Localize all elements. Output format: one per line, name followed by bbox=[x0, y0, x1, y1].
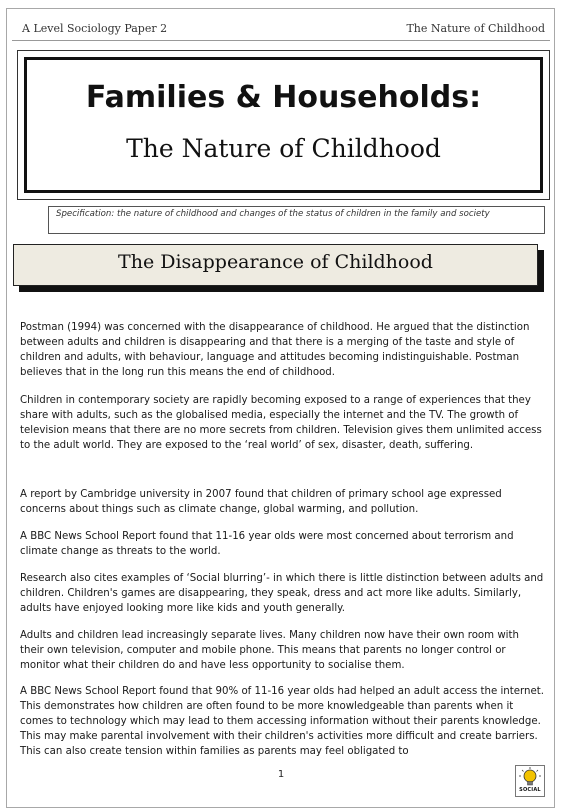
header-course-title: A Level Sociology Paper 2 bbox=[22, 22, 168, 35]
specification-box bbox=[48, 206, 545, 234]
specification-label: Specification: bbox=[56, 209, 115, 219]
header-topic-title: The Nature of Childhood bbox=[406, 22, 545, 35]
paragraph-contemporary-exposure: Children in contemporary society are rapidly becoming exposed to a range of experiences that they share with adults, such as the globalised media, especially the internet and the TV. The growth of television means that there are no more secrets from children. Television gives them unlimited access to the adult world. They are exposed to the ‘real world’ of sex, disaster, death, suffering. bbox=[20, 395, 542, 451]
title-inner-frame bbox=[24, 57, 543, 193]
header-divider bbox=[12, 40, 550, 41]
page-number: 1 bbox=[277, 769, 285, 780]
title-box bbox=[17, 50, 550, 200]
logo-text: SOCIAL bbox=[519, 787, 541, 793]
paragraph-cambridge-report: A report by Cambridge university in 2007 found that children of primary school age expressed concerns about things such as climate change, global warming, and pollution. bbox=[20, 489, 502, 515]
page-subtitle: The Nature of Childhood bbox=[126, 134, 441, 163]
social-logo bbox=[515, 765, 545, 797]
paragraph-social-blurring: Research also cites examples of ‘Social blurring’- in which there is little distinction between adults and children. Children's games are disappearing, they speak, dress and act more like adults. Similarly, adults have enjoyed looking more like kids and youth generally. bbox=[20, 573, 544, 614]
paragraph-bbc-concerns: A BBC News School Report found that 11-16 year olds were most concerned about terrorism and climate change as threats to the world. bbox=[20, 531, 514, 557]
page-title: Families & Households: bbox=[85, 80, 482, 115]
specification-text: the nature of childhood and changes of the status of children in the family and society bbox=[114, 209, 490, 219]
section-title: The Disappearance of Childhood bbox=[118, 251, 433, 273]
paragraph-postman: Postman (1994) was concerned with the disappearance of childhood. He argued that the distinction between adults and children is disappearing and that there is a merging of the taste and style of children and adults, with behaviour, language and attitudes becoming indistinguishable. Postman believes that in the long run this means the end of childhood. bbox=[20, 322, 530, 378]
paragraph-separate-lives: Adults and children lead increasingly separate lives. Many children now have their own room with their own television, computer and mobile phone. This means that parents no longer control or monitor what their children do and have less opportunity to socialise them. bbox=[20, 630, 519, 671]
section-heading-box bbox=[13, 244, 538, 286]
paragraph-bbc-internet: A BBC News School Report found that 90% of 11-16 year olds had helped an adult access the internet. This demonstrates how children are often found to be more knowledgeable than parents when it comes to technology which may lead to them accessing information without their parents knowledge. This may make parental involvement with their children's activities more difficult and create barriers. This can also create tension within families as parents may feel obligated to bbox=[20, 686, 544, 757]
